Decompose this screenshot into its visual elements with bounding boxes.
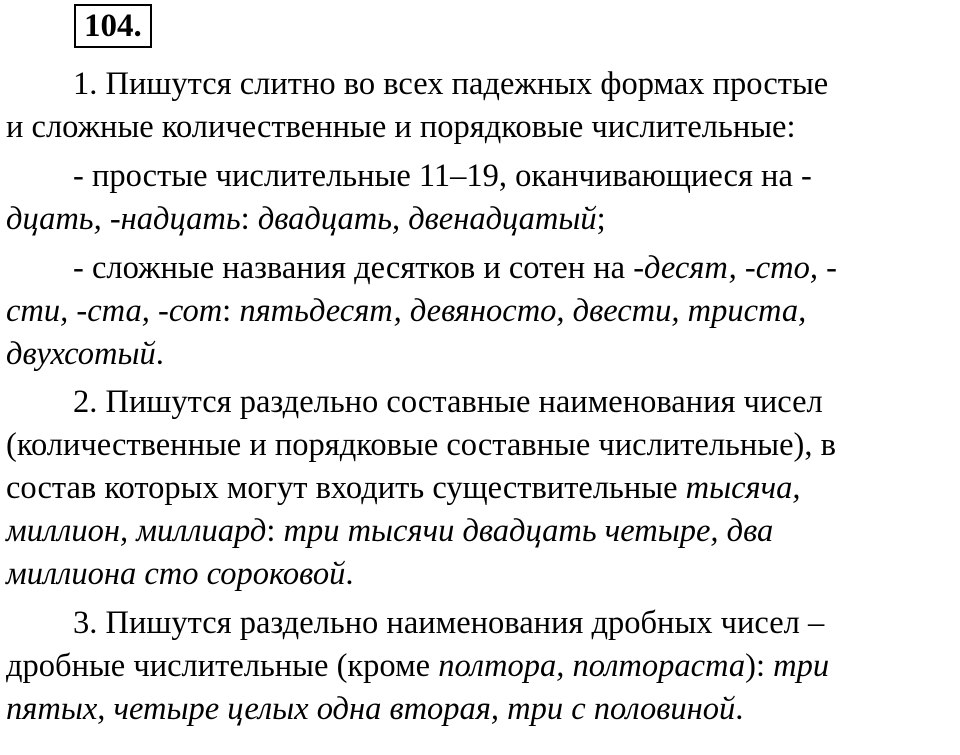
paragraph-1-line-2: и сложные количественные и порядковые числительные:	[6, 109, 796, 145]
word-examples-cont: пятых, четыре целых одна вторая, три с половиной	[6, 691, 736, 727]
paragraph-3-line-1	[6, 247, 952, 290]
word-examples: двадцать, двенадцатый	[257, 201, 597, 237]
paragraph-5-line-1: 3. Пишутся раздельно наименования дробных чисел –	[73, 605, 825, 641]
noun-examples: тысяча,	[685, 470, 801, 506]
noun-examples-cont: миллион, миллиард	[6, 513, 267, 549]
paragraph-4-line-3	[6, 467, 952, 510]
word-examples-cont: двухсотый	[6, 336, 156, 372]
exercise-number: 104	[84, 8, 134, 44]
paragraph-5	[6, 602, 952, 731]
paragraph-5-line-3	[6, 688, 952, 731]
word-examples: три тысячи двадцать четыре, два	[283, 513, 774, 549]
suffix-examples: дцать, -надцать	[6, 201, 241, 237]
paragraph-2-line-1: - простые числительные 11–19, оканчивающиеся на -	[73, 158, 812, 194]
suffix-examples: -десят, -сто, -	[633, 250, 837, 286]
paragraph-2	[6, 155, 952, 241]
paragraph-4-line-1: 2. Пишутся раздельно составные наименования чисел	[73, 384, 823, 420]
exception-examples: полтора, полтораста	[438, 648, 746, 684]
exercise-header	[6, 4, 952, 48]
closing-paren: ):	[745, 648, 774, 684]
semicolon: ;	[596, 201, 606, 237]
exercise-number-dot: .	[133, 8, 142, 44]
colon: :	[240, 201, 258, 237]
colon: :	[222, 293, 240, 329]
paragraph-3-line-3	[6, 333, 952, 376]
exercise-number-box	[74, 4, 152, 48]
paragraph-4-line-5	[6, 553, 952, 596]
word-examples-cont: миллиона сто сороковой	[6, 556, 346, 592]
document-page	[6, 4, 952, 731]
period: .	[735, 691, 744, 727]
rule-text: дробные числительные (кроме	[6, 648, 439, 684]
paragraph-1-line-1: 1. Пишутся слитно во всех падежных формах простые	[73, 66, 829, 102]
colon: :	[266, 513, 284, 549]
rule-text: - сложные названия десятков и сотен на	[73, 250, 634, 286]
paragraph-5-line-2	[6, 645, 952, 688]
word-examples: три	[773, 648, 830, 684]
period: .	[155, 336, 164, 372]
paragraph-4	[6, 381, 952, 596]
paragraph-4-line-2: (количественные и порядковые составные числительные), в	[6, 427, 836, 463]
rule-text: состав которых могут входить существительные	[6, 470, 686, 506]
paragraph-3-line-2	[6, 290, 952, 333]
suffix-examples-cont: сти, -ста, -сот	[6, 293, 223, 329]
paragraph-1	[6, 63, 952, 149]
paragraph-4-line-4	[6, 510, 952, 553]
paragraph-3	[6, 247, 952, 376]
word-examples: пятьдесят, девяносто, двести, триста,	[239, 293, 807, 329]
period: .	[345, 556, 354, 592]
paragraph-2-line-2	[6, 198, 952, 241]
